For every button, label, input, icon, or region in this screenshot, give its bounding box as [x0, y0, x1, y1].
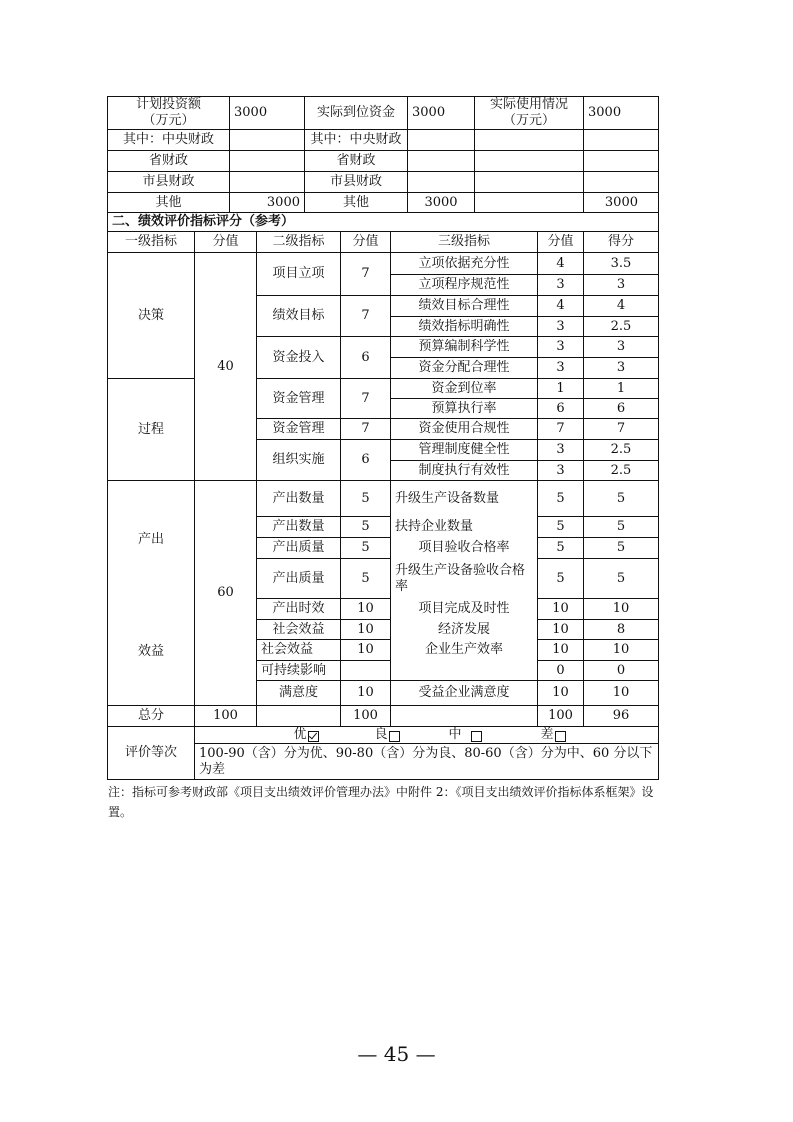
level3-name: 企业生产效率 [424, 642, 503, 657]
other-value-2: 3000 [424, 194, 458, 210]
level3-result: 3 [616, 277, 626, 292]
level3-name: 升级生产设备验收合格率 [395, 562, 526, 594]
header-level2: 二级指标 [272, 234, 325, 249]
level2-score: 7 [361, 421, 370, 436]
level3-score: 3 [556, 462, 565, 478]
level3-score: 10 [552, 642, 569, 657]
level3-name: 经济发展 [437, 621, 490, 637]
level3-score: 10 [552, 685, 569, 700]
level2-score: 10 [357, 601, 374, 616]
level2-score: 7 [361, 266, 370, 281]
level3-score: 0 [556, 662, 565, 678]
header-level1: 一级指标 [124, 234, 177, 249]
level3-name: 资金到位率 [431, 380, 497, 396]
level2-name: 产出数量 [272, 490, 325, 506]
actual-funds-label: 实际到位资金 [316, 105, 395, 120]
level3-name: 项目完成及时性 [418, 601, 510, 616]
level2-score: 10 [357, 685, 374, 700]
level3-score: 4 [556, 255, 565, 271]
level2-score: 5 [361, 519, 370, 534]
footnote: 注：指标可参考财政部《项目支出绩效评价管理办法》中附件 2：《项目支出绩效评价指标体系框架》设置。 [108, 785, 654, 819]
level3-result: 2.5 [610, 462, 632, 478]
county-finance-label: 市县财政 [142, 174, 195, 189]
level2-score: 6 [361, 452, 370, 467]
level2-score: 6 [361, 349, 370, 365]
level3-result: 0 [616, 662, 626, 678]
level2-name: 社会效益 [261, 642, 314, 657]
level2-score: 7 [361, 390, 370, 406]
level3-result: 5 [616, 490, 626, 506]
total-result: 96 [612, 708, 630, 723]
level3-score: 4 [556, 298, 565, 313]
central-finance-label: 其中：中央财政 [122, 132, 214, 147]
checkbox-icon[interactable] [389, 731, 400, 742]
level2-name: 产出质量 [272, 570, 325, 586]
level3-score: 6 [556, 400, 565, 416]
level2-score: 5 [361, 490, 370, 506]
page-number: — 45 — [357, 1042, 436, 1066]
level2-name: 社会效益 [272, 621, 325, 637]
level2-name: 产出质量 [272, 540, 325, 555]
level3-result: 2.5 [610, 442, 632, 457]
level3-score: 1 [556, 380, 565, 396]
level3-name: 受益企业满意度 [418, 685, 510, 700]
rating-good-label: 良 [374, 727, 388, 742]
level2-score: 10 [357, 621, 374, 637]
level2-score: 10 [357, 642, 374, 657]
other-label-2: 其他 [342, 194, 369, 210]
rating-option-good[interactable] [362, 727, 412, 743]
total-label: 总分 [137, 708, 164, 723]
level2-name: 产出数量 [272, 519, 325, 534]
other-value: 3000 [266, 194, 300, 210]
level3-score: 5 [556, 519, 565, 534]
section-title: 二、绩效评价指标评分（参考） [112, 214, 295, 229]
level2-name: 资金投入 [272, 349, 325, 365]
level3-result: 2.5 [610, 318, 632, 334]
province-finance-label-2: 省财政 [336, 153, 376, 168]
level2-name: 组织实施 [272, 452, 325, 467]
rating-label: 评价等次 [124, 745, 177, 760]
level3-name: 立项程序规范性 [418, 277, 510, 292]
level3-result: 3 [616, 339, 626, 354]
level3-result: 1 [616, 380, 626, 396]
level3-name: 升级生产设备数量 [395, 490, 500, 506]
level3-score: 3 [556, 442, 565, 457]
rating-excellent-label: 优 [293, 727, 307, 742]
level3-result: 4 [616, 298, 626, 313]
actual-usage-label: 实际使用情况 （万元） [489, 97, 568, 128]
level3-name: 预算编制科学性 [418, 339, 510, 354]
header-score2: 分值 [352, 234, 379, 249]
county-finance-label-2: 市县财政 [329, 174, 382, 189]
level3-score: 3 [556, 277, 565, 292]
level3-result: 10 [612, 601, 630, 616]
level3-name: 预算执行率 [431, 400, 497, 416]
level2-name: 项目立项 [272, 266, 325, 281]
checkbox-icon[interactable] [471, 731, 482, 742]
level2-score [341, 661, 390, 680]
level2-name: 资金管理 [272, 421, 325, 436]
level3-name: 扶持企业数量 [395, 519, 474, 534]
rating-option-excellent[interactable] [276, 727, 336, 743]
header-level3: 三级指标 [437, 234, 490, 249]
central-finance-label-2: 其中：中央财政 [310, 132, 402, 147]
level3-name: 管理制度健全性 [418, 442, 510, 457]
planned-investment-value: 3000 [234, 105, 268, 120]
level3-score: 10 [552, 621, 569, 637]
rating-poor-label: 差 [540, 727, 554, 742]
total-score3: 100 [548, 708, 573, 723]
checked-box-icon[interactable] [308, 731, 319, 742]
header-score3: 分值 [547, 234, 574, 249]
level3-score: 3 [556, 339, 565, 354]
level3-score: 3 [556, 318, 565, 334]
level2-name: 资金管理 [272, 390, 325, 406]
level3-result: 3.5 [610, 255, 632, 271]
level3-name: 绩效指标明确性 [418, 318, 510, 334]
level3-result: 5 [616, 570, 626, 586]
checkbox-icon[interactable] [555, 731, 566, 742]
header-score1: 分值 [212, 234, 239, 249]
other-value-3: 3000 [604, 194, 638, 210]
header-result: 得分 [607, 234, 634, 249]
level2-name: 满意度 [278, 685, 318, 700]
rating-option-medium[interactable] [440, 727, 490, 743]
total-score2: 100 [353, 708, 378, 723]
level3-result: 10 [612, 642, 630, 657]
level3-score: 10 [552, 601, 569, 616]
level1-score-60: 60 [217, 585, 234, 600]
level3-result: 5 [616, 519, 626, 534]
level3-score: 7 [556, 421, 565, 436]
level3-result: 3 [616, 360, 626, 375]
level2-score: 5 [361, 540, 370, 555]
level1-process: 过程 [137, 421, 164, 437]
level1-output: 产出 [137, 532, 164, 547]
level3-name: 资金分配合理性 [418, 360, 510, 375]
level1-score-40: 40 [217, 358, 234, 374]
rating-option-poor[interactable] [528, 727, 578, 743]
level3-score: 5 [556, 490, 565, 506]
level3-result: 7 [616, 421, 626, 436]
level1-decision: 决策 [137, 307, 164, 323]
rating-description: 100-90（含）分为优、90-80（含）分为良、80-60（含）分为中、60 分以下为差 [199, 746, 653, 777]
level2-name: 可持续影响 [261, 662, 327, 678]
actual-usage-value: 3000 [588, 105, 622, 120]
level3-score: 5 [556, 540, 565, 555]
level1-benefit: 效益 [137, 644, 164, 659]
level3-name: 资金使用合规性 [418, 421, 510, 436]
province-finance-label: 省财政 [148, 153, 188, 168]
level3-name: 制度执行有效性 [418, 462, 510, 478]
other-label: 其他 [155, 194, 182, 210]
level3-result: 8 [616, 621, 626, 637]
level3-result: 5 [616, 540, 626, 555]
level3-result: 10 [612, 685, 630, 700]
level3-score: 3 [556, 360, 565, 375]
level3-score: 5 [556, 570, 565, 586]
actual-funds-value: 3000 [412, 105, 446, 120]
rating-medium-label: 中 [448, 727, 462, 742]
level3-name: 项目验收合格率 [418, 540, 510, 555]
planned-investment-label: 计划投资额 （万元） [135, 97, 201, 128]
level3-name: 绩效目标合理性 [418, 298, 510, 313]
level2-score: 5 [361, 570, 370, 586]
level2-score: 7 [361, 308, 370, 323]
level3-result: 6 [616, 400, 626, 416]
total-score1: 100 [213, 708, 238, 723]
level2-name: 绩效目标 [272, 308, 325, 323]
level3-name: 立项依据充分性 [418, 255, 510, 271]
level2-name: 产出时效 [272, 601, 325, 616]
